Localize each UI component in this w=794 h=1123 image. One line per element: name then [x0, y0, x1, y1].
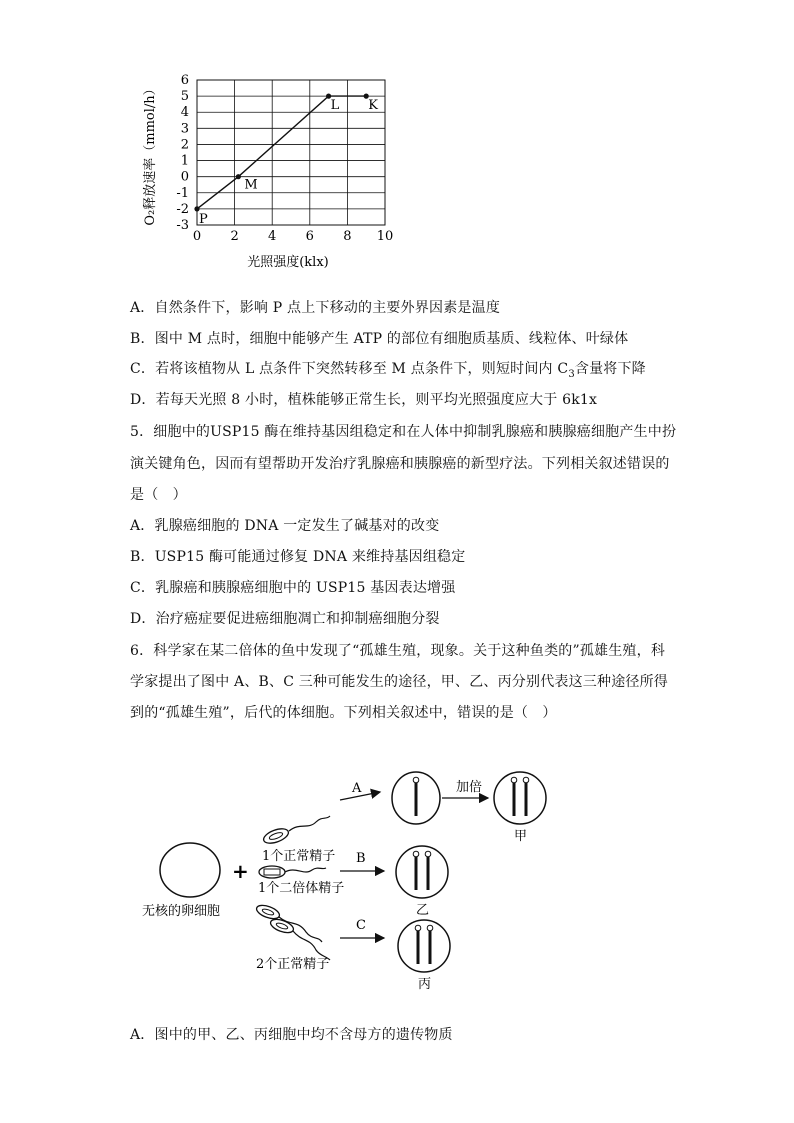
q5-option-c: C．乳腺癌和胰腺癌细胞中的 USP15 基因表达增强: [130, 580, 456, 596]
egg-cell: [160, 843, 220, 897]
cell-yi: [396, 846, 448, 898]
double-label: 加倍: [456, 780, 483, 795]
q4-option-c: [130, 358, 646, 380]
egg-label: 无核的卵细胞: [142, 904, 221, 919]
q4-option-b: B．图中 M 点时，细胞中能够产生 ATP 的部位有细胞质基质、线粒体、叶绿体: [130, 331, 629, 347]
path-b-label: B: [356, 851, 366, 866]
q6-stem-1: 6．科学家在某二倍体的鱼中发现了“孤雄生殖，现象。关于这种鱼类的”孤雄生殖，科: [130, 643, 666, 659]
y-tick-label: -2: [176, 201, 189, 217]
cell-bing-label: 丙: [418, 977, 432, 992]
point-label-l: L: [330, 98, 340, 114]
plus-sign: +: [232, 859, 249, 883]
q6-option-a: A．图中的甲、乙、丙细胞中均不含母方的遗传物质: [130, 1027, 453, 1043]
y-tick-label: 4: [180, 105, 189, 121]
y-tick-label: 3: [180, 121, 189, 137]
q5-stem-3: 是（ ）: [130, 487, 187, 503]
y-axis-label: O₂释放速率（mmol/h）: [143, 82, 158, 226]
path-c-label: C: [356, 918, 366, 933]
chart-svg: [140, 70, 400, 270]
q5-option-a: A．乳腺癌细胞的 DNA 一定发生了碱基对的改变: [130, 518, 440, 534]
path-a-label: A: [352, 781, 362, 796]
q4-option-c-sub: 3: [568, 368, 575, 380]
point-p: [194, 206, 199, 211]
diploid-sperm: [259, 866, 326, 878]
y-tick-label: 0: [180, 169, 189, 185]
point-label-m: M: [244, 177, 258, 193]
plot-frame: [197, 80, 385, 225]
cell-jia-label: 甲: [514, 829, 528, 844]
x-tick-label: 8: [343, 229, 352, 244]
q4-option-d: D．若每天光照 8 小时，植株能够正常生长，则平均光照强度应大于 6k1x: [130, 392, 598, 408]
sperm3-label: 2个正常精子: [256, 957, 330, 972]
chart-ticks: [176, 73, 393, 244]
q6-stem-3: 到的“孤雄生殖”，后代的体细胞。下列相关叙述中，错误的是（ ）: [130, 705, 557, 721]
q5-option-b: B．USP15 酶可能通过修复 DNA 来维持基因组稳定: [130, 549, 466, 565]
x-axis-label: 光照强度(klx): [247, 255, 329, 270]
chart-grid: [197, 80, 385, 225]
cell-jia: [494, 772, 546, 824]
x-tick-label: 4: [268, 229, 277, 244]
cell-bing: [398, 920, 450, 972]
two-normal-sperm: [255, 903, 330, 960]
sperm2-label: 1个二倍体精子: [258, 881, 345, 896]
point-label-k: K: [368, 98, 378, 114]
y-tick-label: 5: [180, 89, 189, 105]
q6-stem-2: 学家提出了图中 A、B、C 三种可能发生的途径，甲、乙、丙分别代表这三种途径所得: [130, 674, 669, 690]
y-tick-label: -3: [176, 218, 189, 233]
series-line: [197, 96, 366, 209]
q5-stem-1: 5．细胞中的USP15 酶在维持基因组稳定和在人体中抑制乳腺癌和胰腺癌细胞产生中扮: [130, 424, 677, 440]
diagram-svg: [140, 760, 580, 1000]
y-tick-label: 1: [180, 153, 189, 169]
x-tick-label: 2: [230, 229, 239, 244]
cell-a-intermediate: [392, 772, 440, 824]
x-tick-label: 0: [192, 229, 202, 244]
x-tick-label: 10: [376, 229, 394, 244]
androgenesis-diagram: [140, 760, 580, 1000]
q4-option-c-pre: C．若将该植物从 L 点条件下突然转移至 M 点条件下，则短时间内 C: [130, 361, 569, 377]
cell-yi-label: 乙: [416, 903, 430, 918]
y-tick-label: 6: [180, 73, 189, 88]
q5-stem-2: 演关键角色，因而有望帮助开发治疗乳腺癌和胰腺癌的新型疗法。下列相关叙述错误的: [130, 456, 670, 472]
q4-option-a: A．自然条件下，影响 P 点上下移动的主要外界因素是温度: [130, 300, 501, 316]
q4-option-c-post: 含量将下降: [574, 361, 646, 377]
point-m: [236, 174, 241, 179]
normal-sperm-1: [262, 816, 330, 846]
o2-release-chart: [140, 70, 400, 270]
q5-option-d: D．治疗癌症要促进癌细胞凋亡和抑制癌细胞分裂: [130, 611, 440, 627]
chart-series: [197, 96, 366, 209]
x-tick-label: 6: [305, 229, 314, 244]
sperm1-label: 1个正常精子: [262, 849, 336, 864]
y-tick-label: 2: [180, 137, 189, 153]
y-tick-label: -1: [176, 185, 189, 201]
point-label-p: P: [199, 211, 208, 227]
